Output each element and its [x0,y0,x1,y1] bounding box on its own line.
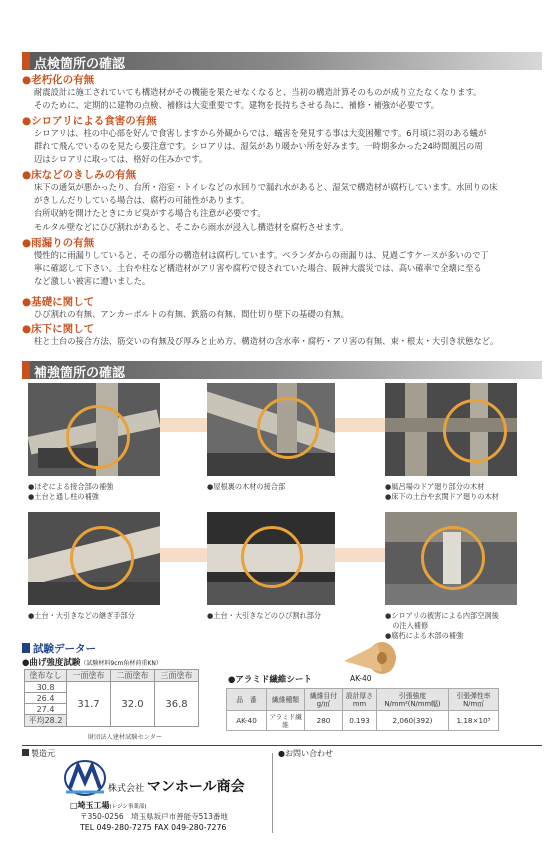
text-line: 台所収納を開けたときにカビ臭がする場合も注意が必要です。 [34,208,266,219]
inquiry-label: ●お問い合わせ [278,749,333,758]
footer-divider [22,745,542,746]
aramid-cell: 0.193 [343,711,377,731]
text-underfloor [34,335,540,348]
inspection-title: 点検箇所の確認 [34,57,126,72]
bend-header: 一面塗布 [67,670,111,682]
heading-underfloor: ●床下に関して [22,323,95,335]
text-line: 床下の通気が悪かったり、台所・浴室・トイレなどの水回りで漏れ水があると、湿気で構造材が腐朽しています。水回りの床 [34,182,498,192]
text-foundation [34,308,540,321]
text-line: モルタル壁などにひび割れがあると、そこから雨水が浸入し構造材を腐朽させます。 [34,221,349,232]
factory-note: (レジン事業部) [109,804,147,810]
bend-header: 塗布なし [25,670,67,682]
test-data-title [22,641,96,656]
bend-cell: 32.0 [111,682,155,727]
text-aging [34,86,540,112]
text-floor-creak [34,181,540,234]
aramid-cell: 1.18×10⁵ [449,711,499,731]
reinforce-section-header [22,361,542,379]
text-line: 慢性的に雨漏りしていると、その部分の構造材は腐朽しています。ベランダからの雨漏りは、見過ごすケースが多いので丁 [34,250,489,260]
caption-attic [207,482,285,492]
company-logo-icon [60,758,110,798]
text-line: ひび割れの有無、アンカーボルトの有無、鉄筋の有無、間仕切り壁下の基礎の有無。 [34,309,349,319]
heading-aging: ●老朽化の有無 [22,74,95,86]
text-leak [34,249,540,289]
caption-sill-crack [207,611,321,621]
caption-line: ●屋根裏の木材の接合部 [207,482,286,491]
heading-termite: ●シロアリによる食害の有無 [22,115,157,127]
bend-header: 二面塗布 [111,670,155,682]
manufacturer-label [22,748,55,759]
caption-line: ●土台・大引きなどのひび割れ部分 [207,611,322,620]
caption-line: ●シロアリの被害による内部空洞後 [385,611,499,620]
caption-line: ●土台・大引きなどの継ぎ手部分 [28,611,135,620]
manufacturer-label-text: 製造元 [31,749,55,758]
aramid-header: 品 番 [227,689,267,711]
test-source: 財団法人建材試験センター [88,734,163,741]
address: 〒350-0256 埼玉県坂戸市善能寺513番地 [80,812,228,821]
text-line: 寧に確認して下さい。土台や柱など構造材がアリ害や腐朽で侵されていた場合、阪神大震災では、高い確率で全壊に至る [34,263,482,274]
caption-line: ●風呂場のドア廻り部分の木材 [385,482,485,491]
test-data-title-text: 試験データー [33,643,96,655]
photo-sill-joint [28,512,160,605]
section-marker [22,643,30,653]
aramid-cell: 280 [305,711,343,731]
aramid-header: 引張強度 N/mm²(N/mm幅) [377,689,449,711]
section-marker [22,361,30,379]
aramid-cell: 2,060(392) [377,711,449,731]
factory-name [70,800,147,811]
photo-sill-crack [207,512,335,605]
square-icon [22,749,29,756]
bending-table [24,669,199,727]
company-prefix: 株式会社 [108,784,145,794]
caption-line: ●床下の土台や玄関ドア廻りの木材 [385,492,499,501]
section-marker [22,52,30,70]
footer-column-divider [272,753,273,833]
phone-fax: TEL 049-280-7275 FAX 049-280-7276 [80,823,227,832]
bend-header: 三面塗布 [155,670,199,682]
text-line: など激しい被害に遭いました。 [34,276,151,287]
photo-attic-joint [207,383,335,476]
caption-termite-repair [385,611,499,641]
text-line: そのために、定期的に建物の点検、補修は大変重要です。建物を長持ちさせる為に、補修・補強が必要です。 [34,100,440,111]
caption-line: の注入補修 [385,621,429,630]
bend-cell: 36.8 [155,682,199,727]
photo-mortise-joint [28,383,160,476]
photo-termite-repair [385,512,517,605]
aramid-header: 繊維種類 [267,689,305,711]
bend-cell: 31.7 [67,682,111,727]
text-line: 耐震設計に施工されていても構造材がその機能を果たせなくなると、当初の構造計算そのものが成り立たなくなります。 [34,87,482,97]
caption-line: ●ほぞによる接合部の補強 [28,482,114,491]
company-name-text: マンホール商会 [146,779,245,795]
bending-test-title [22,656,162,668]
bending-title-text: ●曲げ強度試験 [22,658,81,668]
aramid-table [226,688,499,731]
aramid-title: ●アラミド繊維シート [228,675,312,685]
aramid-roll-image [340,641,400,675]
reinforce-title: 補強箇所の確認 [34,366,126,381]
bend-cell: 26.4 [25,693,67,704]
aramid-header: 繊維目付 g/㎡ [305,689,343,711]
caption-line: ●腐朽による木部の補強 [385,631,464,640]
text-line: シロアリは、柱の中心部を好んで食害しますから外観からでは、蟻害を発見する事は大変困難です。6月頃に羽のある蟻が [34,128,487,138]
text-line: 群れて飛んでいるのを見たら要注意です。シロアリは、湿気があり暖かい所を好みます。一時期多かった24時間風呂の周 [34,141,483,152]
inspection-section-header [22,52,542,70]
aramid-product-label: AK-40 [350,674,372,683]
heading-floor-creak: ●床などのきしみの有無 [22,169,137,181]
text-line: 辺はシロアリに取っては、格好の住みかです。 [34,154,208,165]
aramid-cell: AK-40 [227,711,267,731]
text-line: 柱と土台の接合方法、筋交いの有無及び厚みと止め方、構造材の含水率・腐朽・アリ害の有無、束・根太・大引き状態など。 [34,336,499,346]
heading-foundation: ●基礎に関して [22,296,95,308]
bend-cell: 30.8 [25,682,67,693]
caption-sill-joint [28,611,135,621]
company-name [108,776,245,796]
aramid-header: 設計厚さ mm [343,689,377,711]
photo-bath-door [385,383,517,476]
aramid-header: 引張弾性率 N/m㎡ [449,689,499,711]
bend-cell: 27.4 [25,704,67,715]
aramid-cell: アラミド繊維 [267,711,305,731]
caption-bath [385,482,499,502]
bend-average: 平均28.2 [25,715,67,727]
heading-leak: ●雨漏りの有無 [22,237,95,249]
caption-line: ●土台と通し柱の補強 [28,492,99,501]
text-line: がきしんだりしている場合は、腐朽の可能性があります。 [34,195,250,206]
factory-name-text: □埼玉工場 [70,801,110,810]
caption-mortise [28,482,113,502]
text-termite [34,127,540,167]
bending-note: （試験材料9cm角材荷重KN） [80,660,162,667]
